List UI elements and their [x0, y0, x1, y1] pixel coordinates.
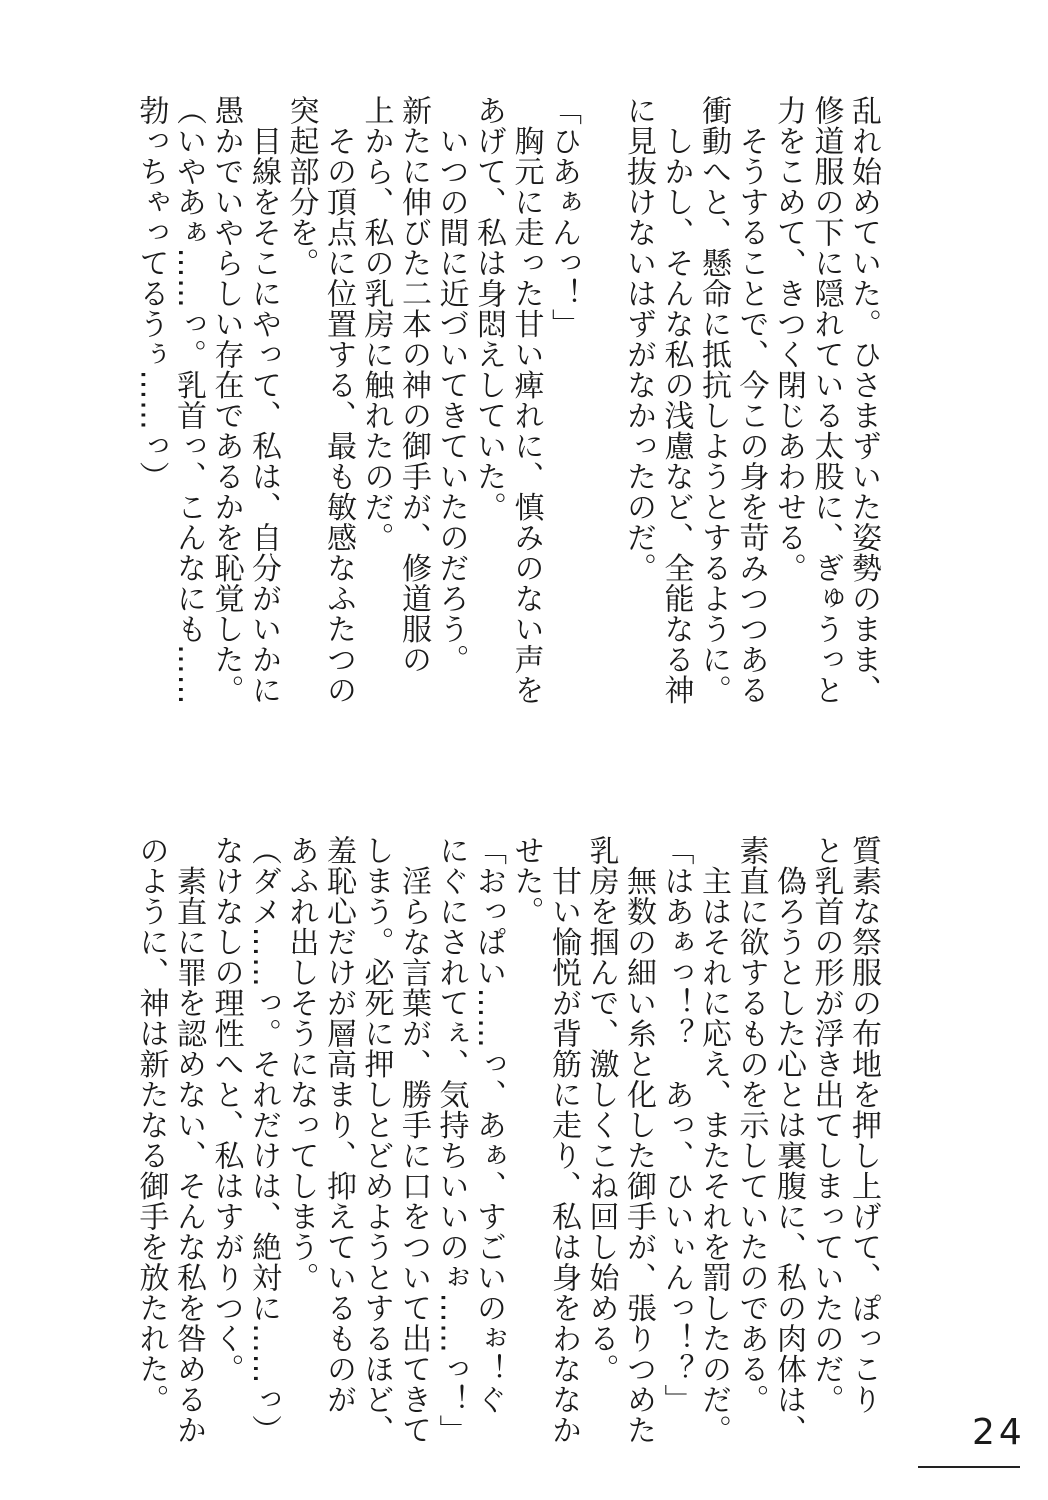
text-column: （ダメ……っ。それだけは、絶対に……っ）	[246, 835, 281, 1445]
text-column: 無数の細い糸と化した御手が、張りつめた	[621, 835, 656, 1445]
text-column: 胸元に走った甘い痺れに、慎みのない声を	[508, 95, 544, 705]
text-column: 突起部分を。	[283, 95, 319, 278]
text-column: に見抜けないはずがなかったのだ。	[621, 95, 656, 583]
text-column: 力をこめて、きつく閉じあわせる。	[771, 95, 806, 583]
text-column: 主はそれに応え、またそれを罰したのだ。	[696, 835, 731, 1445]
text-column: 乳房を掴んで、激しくこね回し始める。	[583, 835, 619, 1384]
text-column: 素直に罪を認めない、そんな私を咎めるか	[171, 835, 206, 1445]
text-column: 愚かでいやらしい存在であるかを恥覚した。	[208, 95, 244, 705]
text-column: にぐにされてぇ、気持ちいいのぉ……っ！」	[433, 835, 469, 1445]
text-column: 甘い愉悦が背筋に走り、私は身をわななか	[546, 835, 581, 1445]
text-column: のように、神は新たなる御手を放たれた。	[133, 835, 169, 1415]
text-column: （いやあぁ……っ。乳首っ、こんなにも……	[171, 95, 206, 705]
text-column: しかし、そんな私の浅慮など、全能なる神	[658, 95, 694, 705]
text-column: 質素な祭服の布地を押し上げて、ぽっこり	[846, 835, 881, 1415]
text-column: 新たに伸びた二本の神の御手が、修道服の	[396, 95, 431, 675]
text-block-bottom	[132, 835, 882, 1445]
text-column: 修道服の下に隠れている太股に、ぎゅうっと	[808, 95, 844, 705]
text-column: 羞恥心だけが層高まり、抑えているものが	[321, 835, 356, 1415]
text-column: 「おっぱい……っ、あぁ、すごいのぉ！ぐ	[471, 835, 506, 1415]
text-column	[582, 95, 620, 715]
text-column: 上から、私の乳房に触れたのだ。	[358, 95, 394, 553]
text-column: せた。	[508, 835, 544, 927]
text-column: 勃っちゃってるうぅ……っ）	[133, 95, 169, 492]
text-block-top	[132, 95, 882, 715]
text-column: あげて、私は身悶えしていた。	[471, 95, 506, 522]
text-column: なけなしの理性へと、私はすがりつく。	[208, 835, 244, 1384]
text-column: その頂点に位置する、最も敏感なふたつの	[321, 95, 356, 705]
text-column: 淫らな言葉が、勝手に口をついて出てきて	[396, 835, 431, 1445]
text-column: 目線をそこにやって、私は、自分がいかに	[246, 95, 281, 705]
text-column: あふれ出しそうになってしまう。	[283, 835, 319, 1293]
page-number-underline	[918, 1466, 1020, 1468]
text-column: 「ひあぁんっ！」	[546, 95, 581, 339]
text-column: 衝動へと、懸命に抵抗しようとするように。	[696, 95, 731, 705]
text-column: しまう。必死に押しとどめようとするほど、	[358, 835, 394, 1445]
text-column: と乳首の形が浮き出てしまっていたのだ。	[808, 835, 844, 1415]
text-column: そうすることで、今この身を苛みつつある	[733, 95, 769, 705]
text-column: 乱れ始めていた。ひさまずいた姿勢のまま、	[846, 95, 881, 705]
text-column: 「はあぁっ！？ あっ、ひいぃんっ！？」	[658, 835, 694, 1415]
text-column: 素直に欲するものを示していたのである。	[733, 835, 769, 1415]
text-column: いつの間に近づいてきていたのだろう。	[433, 95, 469, 675]
page-number: 24	[972, 1412, 1026, 1453]
text-column: 偽ろうとした心とは裏腹に、私の肉体は、	[771, 835, 806, 1445]
